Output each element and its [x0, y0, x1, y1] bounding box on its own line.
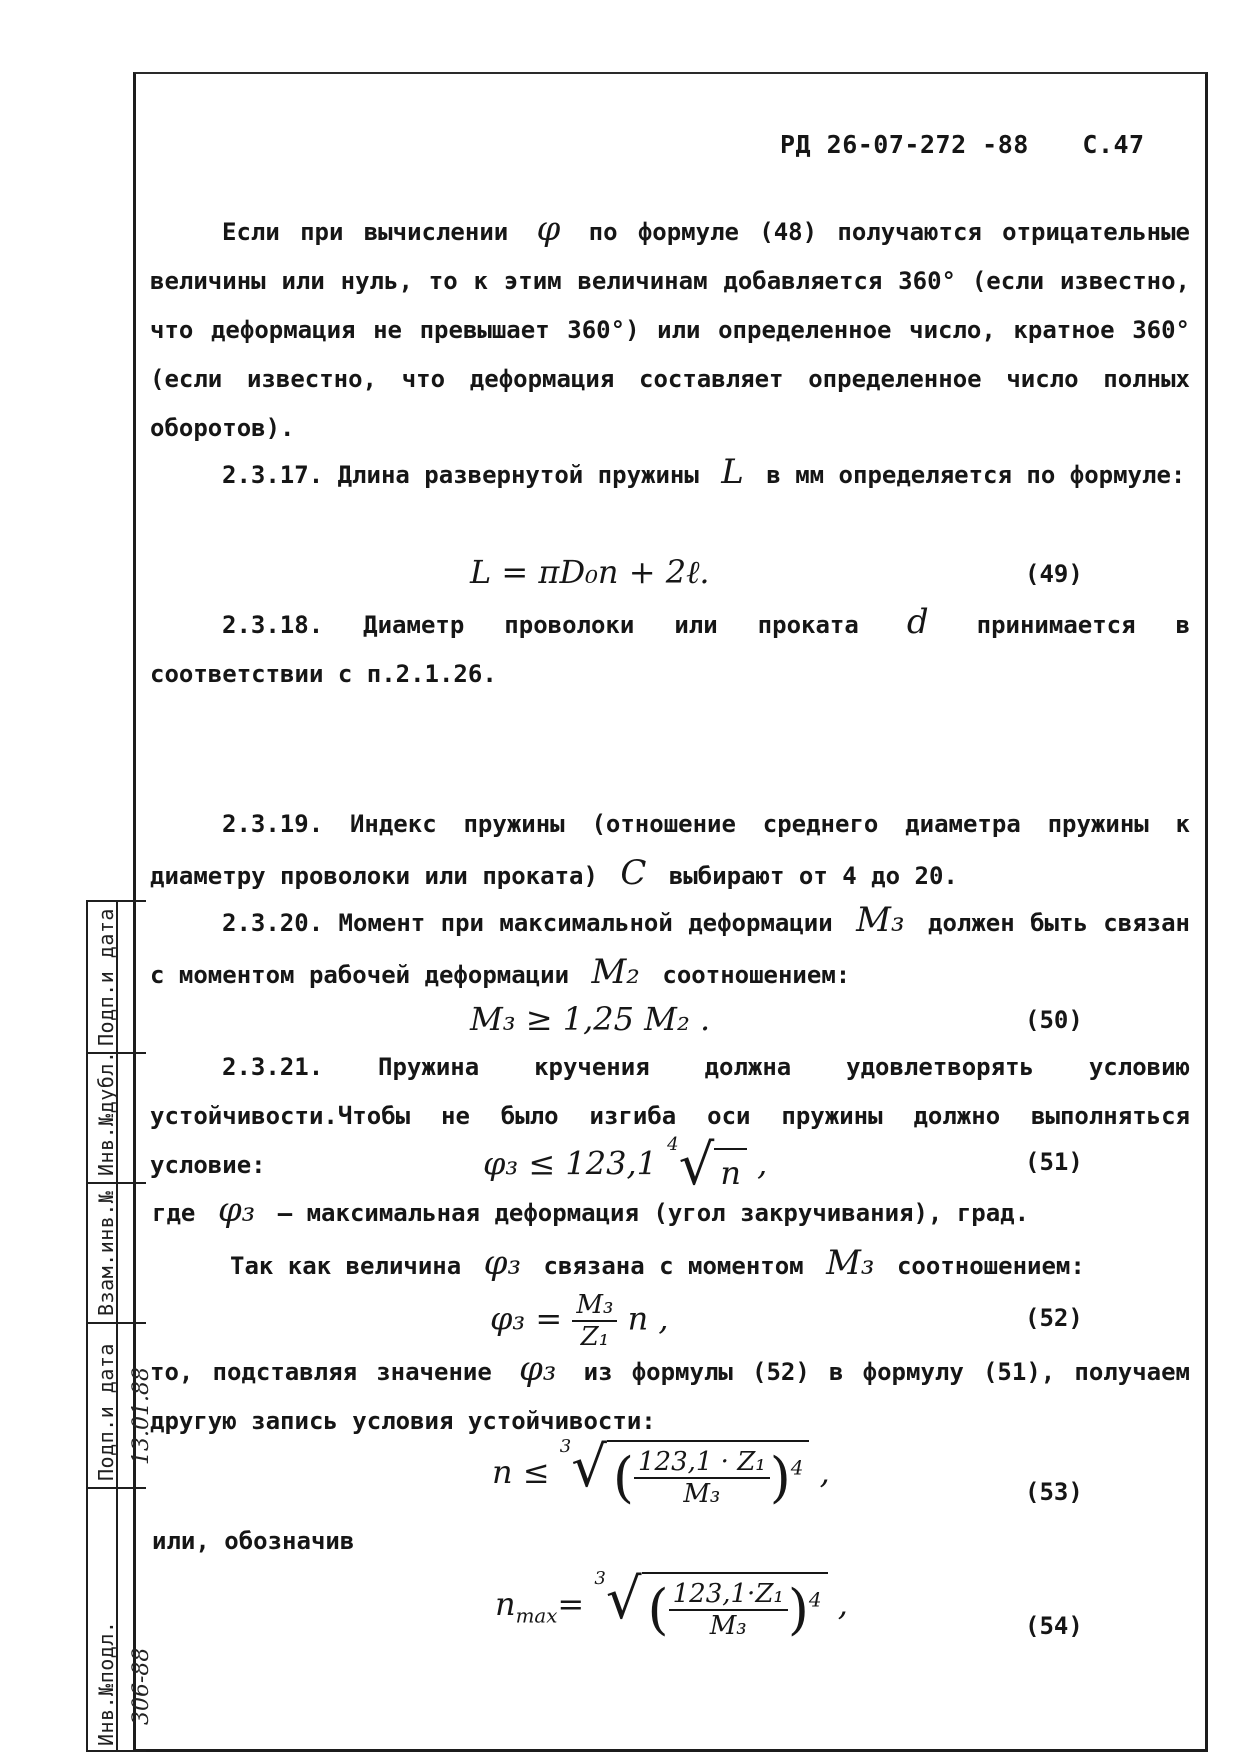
formula-number-53: (53) — [1025, 1478, 1083, 1506]
stamp-cell-replace-inv: Взам.инв.№ — [88, 1184, 146, 1324]
symbol-M3: M₃ — [856, 900, 905, 940]
fraction: $\frac{\text{M₃}}{\text{Z₁}}$ — [572, 1290, 617, 1352]
symbol-M2: M₂ — [591, 952, 640, 992]
paragraph-denoting: или, обозначив — [152, 1527, 355, 1555]
handwritten-inventory-number: 306-88 — [129, 1647, 154, 1725]
symbol-phi3: φ₃ — [217, 1190, 256, 1230]
formula-number-51: (51) — [1025, 1148, 1083, 1176]
symbol-M3: M₃ — [826, 1243, 875, 1283]
stamp-cell-sign-date: Подп.и дата — [88, 902, 146, 1054]
symbol-phi3: φ₃ — [483, 1243, 522, 1283]
paragraph-substituting: то, подставляя значение φ₃ из формулы (52) в формулу (51), получаем другую запись условия устойчивости: — [150, 1349, 1190, 1435]
symbol-phi: φ — [536, 209, 561, 249]
formula-54: $n_{max}= ^3√$ ( $\frac{\text{123,1·Z₁}}{\text{M₃}}$ )$^4$ , — [495, 1567, 848, 1641]
handwritten-date: 13.01.88 — [129, 1367, 154, 1465]
page-number: С.47 — [1082, 130, 1145, 159]
paragraph-2-3-17: 2.3.17. Длина развернутой пружины L в мм определяется по формуле: — [222, 452, 1186, 492]
paragraph-2-3-18: 2.3.18. Диаметр проволоки или проката d принимается в соответствии с п.2.1.26. — [150, 602, 1191, 688]
paragraph-2-3-19: 2.3.19. Индекс пружины (отношение среднего диаметра пружины к диаметру проволоки или проката) C выбирают от 4 до 20. — [150, 810, 1190, 893]
approval-stamp-block — [86, 900, 146, 1752]
stamp-cell-sign-date-orig: Подп.и дата — [88, 1324, 146, 1489]
paragraph-2-3-21: 2.3.21. Пружина кручения должна удовлетворять условию устойчивости.Чтобы не было изгиба оси пружины должно выполняться условие: — [150, 1053, 1190, 1179]
formula-number-52: (52) — [1025, 1304, 1083, 1332]
symbol-L: L — [721, 452, 744, 492]
document-code: РД 26-07-272 -88 — [780, 130, 1029, 159]
stamp-cell-dup-inv: Инв.№дубл. — [88, 1054, 146, 1184]
fraction: $\frac{\text{123,1 · Z₁}}{\text{M₃}}$ — [634, 1447, 770, 1509]
symbol-d: d — [906, 602, 929, 642]
paragraph-since: Так как величина φ₃ связана с моментом M₃ соотношением: — [230, 1243, 1085, 1283]
symbol-C: C — [620, 853, 647, 893]
formula-51: φ₃ ≤ 123,1 $^4$√ n , — [483, 1133, 768, 1198]
formula-number-50: (50) — [1025, 1006, 1083, 1034]
where-line: где φ₃ — максимальная деформация (угол закручивания), град. — [152, 1190, 1030, 1230]
radical-sign: $^3$√ ( $\frac{\text{123,1·Z₁}}{\text{M₃}}$ )$^4$ — [594, 1572, 827, 1641]
formula-number-49: (49) — [1025, 560, 1083, 588]
formula-53: n ≤ $^3$√ ( $\frac{\text{123,1 · Z₁}}{\text{M₃}}$ )$^4$ , — [492, 1435, 830, 1509]
document-header — [780, 130, 1145, 159]
radical-sign: $^3$√ ( $\frac{\text{123,1 · Z₁}}{\text{M₃}}$ )$^4$ — [560, 1440, 810, 1509]
paragraph-2-3-20: 2.3.20. Момент при максимальной деформации M₃ должен быть связан с моментом рабочей деформации M₂ соотношением: — [150, 900, 1191, 992]
symbol-phi3: φ₃ — [519, 1349, 557, 1389]
paragraph-negative-angle: Если при вычислении φ по формуле (48) получаются отрицательные величины или нуль, то к этим величинам добавляется 360° (если известно, что деформация не превышает 360°) или определенное число, кратное 360° (если известно, что деформация составляет определенное число полных оборотов). — [150, 209, 1190, 442]
stamp-cell-orig-inv: Инв.№подл. — [94, 1620, 118, 1746]
formula-number-54: (54) — [1025, 1612, 1083, 1640]
formula-49: L = πD₀n + 2ℓ. — [470, 553, 710, 591]
radical-sign: $^4$√ n — [667, 1138, 747, 1194]
formula-50: M₃ ≥ 1,25 M₂ . — [470, 1000, 711, 1038]
fraction: $\frac{\text{123,1·Z₁}}{\text{M₃}}$ — [669, 1579, 788, 1641]
formula-52: φ₃ = $\frac{\text{M₃}}{\text{Z₁}}$ n , — [490, 1290, 669, 1352]
